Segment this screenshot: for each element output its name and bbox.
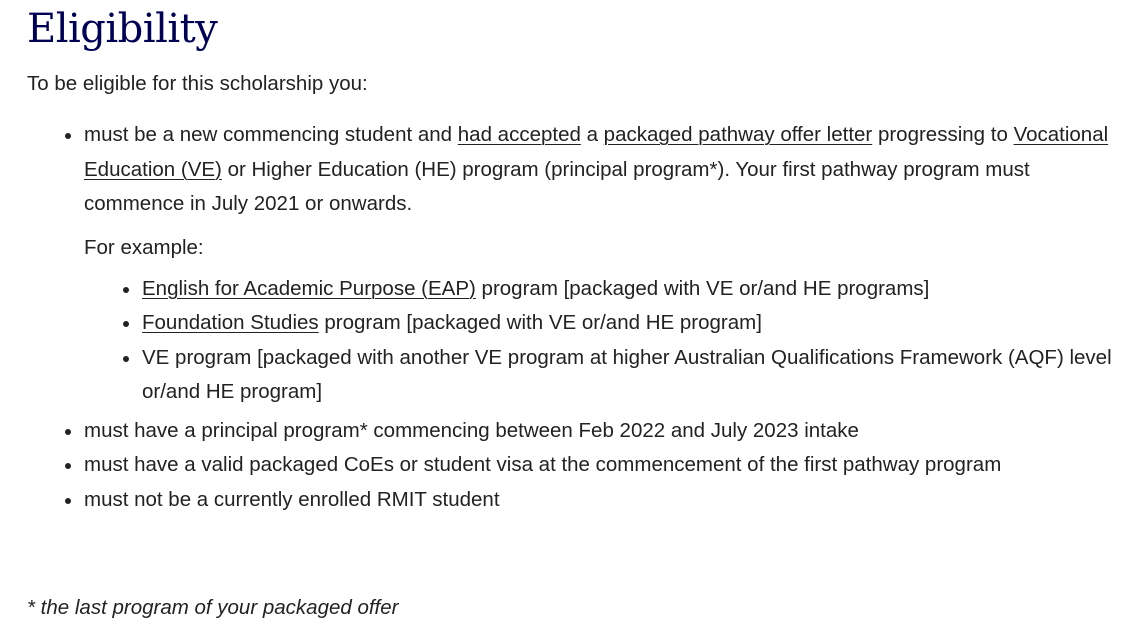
footnote: * the last program of your packaged offer [27, 596, 399, 619]
eligibility-item-text [84, 118, 1124, 222]
example-text: program [packaged with VE or/and HE program] [318, 311, 762, 334]
packaged-pathway-offer-letter-link[interactable]: packaged pathway offer letter [603, 123, 873, 146]
foundation-studies-link[interactable]: Foundation Studies [142, 311, 319, 334]
example-list [84, 272, 1124, 410]
eligibility-item-not-enrolled: must not be a currently enrolled RMIT student [84, 483, 1124, 518]
eligibility-item-principal-program: must have a principal program* commencing between Feb 2022 and July 2023 intake [84, 414, 1124, 449]
example-item-foundation-studies [142, 306, 1124, 341]
text-segment: progressing to [872, 123, 1014, 146]
page-title: Eligibility [27, 6, 218, 52]
eligibility-item-valid-coe: must have a valid packaged CoEs or student visa at the commencement of the first pathway program [84, 448, 1124, 483]
eap-link[interactable]: English for Academic Purpose (EAP) [142, 276, 476, 300]
had-accepted-link[interactable]: had accepted [457, 123, 581, 146]
example-item-eap [142, 272, 1124, 307]
example-text: program [packaged with VE or/and HE programs] [475, 276, 930, 300]
vocational-education-link[interactable]: Vocational Education (VE) [84, 123, 1109, 181]
text-segment: or Higher Education (HE) program (principal program*). Your first pathway program must commence in July 2021 or onwards. [84, 157, 1030, 215]
example-item-ve-program [142, 341, 1124, 410]
intro-text: To be eligible for this scholarship you: [27, 72, 368, 95]
text-segment: must be a new commencing student and [84, 123, 458, 146]
example-label: For example: [84, 235, 204, 259]
example-text: VE program [packaged with another VE program at higher Australian Qualifications Framework (AQF) level or/and HE program] [142, 345, 1112, 403]
eligibility-item-commencing-student [84, 118, 1124, 410]
eligibility-list [27, 118, 1124, 517]
text-segment: a [580, 123, 604, 146]
